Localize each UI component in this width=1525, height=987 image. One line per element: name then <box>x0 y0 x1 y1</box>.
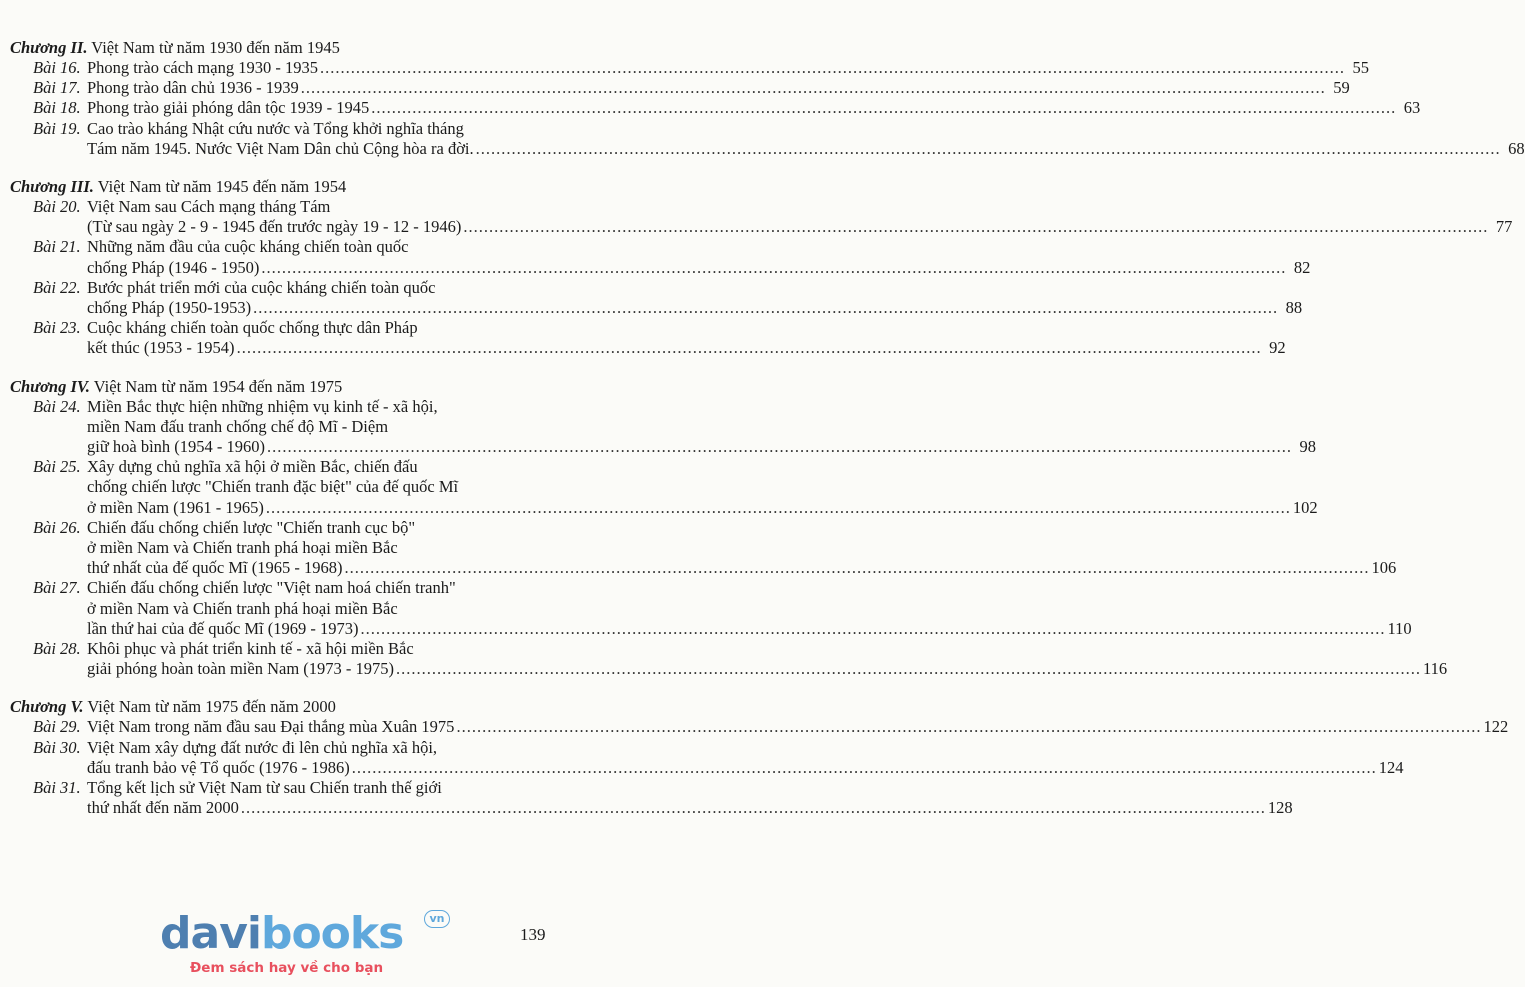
lesson-label: Bài 31. <box>33 778 81 798</box>
lesson-page-number: 55 <box>1352 58 1369 77</box>
dot-leader: ........................................................................................................................................................................................................ <box>236 338 1262 358</box>
lesson-title-last-line <box>87 257 1311 278</box>
dot-leader: ........................................................................................................................................................................................................ <box>463 217 1489 237</box>
dot-leader: ........................................................................................................................................................................................................ <box>371 98 1397 118</box>
lesson-title-line: Miền Bắc thực hiện những nhiệm vụ kinh tế - xã hội, <box>87 396 438 416</box>
lesson-page-number: 128 <box>1267 798 1293 818</box>
lesson-title-line: Cao trào kháng Nhật cứu nước và Tổng khởi nghĩa tháng <box>87 118 464 138</box>
lesson-page-number: 82 <box>1293 257 1311 277</box>
lesson-page-number: 88 <box>1285 298 1303 318</box>
logo-brand <box>160 908 403 960</box>
lesson-title-line: Xây dựng chủ nghĩa xã hội ở miền Bắc, chiến đấu <box>87 457 418 477</box>
chapter-heading <box>10 377 600 397</box>
lesson-title-line: Việt Nam sau Cách mạng tháng Tám <box>87 197 331 217</box>
lesson-entry <box>0 58 1369 78</box>
davibooks-logo <box>160 908 460 982</box>
lesson-label: Bài 27. <box>33 578 81 598</box>
lesson-entry <box>0 118 1525 159</box>
lesson-title-last-line <box>87 98 1421 118</box>
lesson-page-number: 106 <box>1371 558 1397 578</box>
lesson-page-number: 68 <box>1508 138 1525 158</box>
lesson-label: Bài 19. <box>33 118 81 138</box>
lesson-page-number: 116 <box>1423 659 1448 679</box>
lesson-title-line: giữ hoà bình (1954 - 1960) <box>87 437 266 457</box>
chapter-label: Chương V. <box>10 697 84 717</box>
lesson-entry <box>0 318 1286 358</box>
logo-brand-part2: books <box>260 908 404 959</box>
lesson-title-line: chống Pháp (1946 - 1950) <box>87 257 260 277</box>
dot-leader: ........................................................................................................................................................................................................ <box>265 497 1291 517</box>
chapter-heading <box>10 697 600 717</box>
lesson-page-number: 63 <box>1403 98 1421 118</box>
lesson-title-line: Tổng kết lịch sử Việt Nam từ sau Chiến tranh thế giới <box>87 778 442 798</box>
chapter-heading <box>10 38 600 58</box>
lesson-entry <box>0 778 1293 818</box>
lesson-page-number: 77 <box>1495 217 1513 237</box>
lesson-title-last-line <box>87 497 1318 518</box>
lesson-title-line: Phong trào giải phóng dân tộc 1939 - 1945 <box>87 98 370 118</box>
chapter-heading <box>10 177 600 197</box>
chapter-section <box>0 697 1509 818</box>
lesson-title-line: Việt Nam trong năm đầu sau Đại thắng mùa Xuân 1975 <box>87 717 455 737</box>
lesson-title-last-line <box>87 437 1317 457</box>
lesson-entry <box>0 457 1318 518</box>
lesson-entry <box>0 639 1448 679</box>
lesson-title-line: ở miền Nam và Chiến tranh phá hoại miền Bắc <box>87 538 398 558</box>
logo-tagline: Đem sách hay về cho bạn <box>190 960 384 976</box>
lesson-label: Bài 24. <box>33 396 81 416</box>
lesson-title-last-line <box>87 558 1397 578</box>
lesson-label: Bài 21. <box>33 237 81 257</box>
lesson-page-number: 59 <box>1333 78 1350 98</box>
lesson-title-line: Bước phát triển mới của cuộc kháng chiến toàn quốc <box>87 277 436 297</box>
lesson-title-last-line <box>87 659 1448 679</box>
lesson-label: Bài 28. <box>33 639 81 659</box>
lesson-page-number: 92 <box>1269 338 1286 358</box>
lesson-entry <box>0 197 1513 237</box>
lesson-title-last-line <box>87 798 1293 818</box>
lesson-title-line: Những năm đầu của cuộc kháng chiến toàn quốc <box>87 237 409 257</box>
lesson-title-line: giải phóng hoàn toàn miền Nam (1973 - 1975) <box>87 659 395 679</box>
lesson-entry <box>0 396 1317 458</box>
page-number: 139 <box>520 925 546 944</box>
chapter-label: Chương IV. <box>10 376 90 396</box>
lesson-page-number: 110 <box>1387 618 1412 638</box>
lesson-label: Bài 25. <box>33 457 81 477</box>
dot-leader: ........................................................................................................................................................................................................ <box>261 257 1287 277</box>
lesson-title-line: lần thứ hai của đế quốc Mĩ (1969 - 1973) <box>87 618 359 638</box>
chapter-title: Việt Nam từ năm 1954 đến năm 1975 <box>93 376 343 396</box>
dot-leader: ........................................................................................................................................................................................................ <box>240 798 1266 818</box>
logo-vn-badge: vn <box>424 910 450 928</box>
table-of-contents <box>0 38 1525 837</box>
lesson-label: Bài 18. <box>33 98 81 118</box>
dot-leader: ........................................................................................................................................................................................................ <box>253 298 1279 318</box>
lesson-page-number: 98 <box>1299 437 1317 457</box>
lesson-title-line: Phong trào dân chủ 1936 - 1939 <box>87 78 299 98</box>
lesson-page-number: 122 <box>1483 717 1509 737</box>
lesson-entry <box>0 578 1412 639</box>
lesson-title-line: chống chiến lược "Chiến tranh đặc biệt" của đế quốc Mĩ <box>87 477 459 497</box>
lesson-title-line: ở miền Nam (1961 - 1965) <box>87 497 264 517</box>
dot-leader: ........................................................................................................................................................................................................ <box>475 138 1501 158</box>
lesson-entry <box>0 277 1303 318</box>
dot-leader: ........................................................................................................................................................................................................ <box>351 757 1377 777</box>
lesson-title-line: thứ nhất của đế quốc Mĩ (1965 - 1968) <box>87 558 343 578</box>
chapter-title: Việt Nam từ năm 1945 đến năm 1954 <box>97 177 347 197</box>
lesson-title-line: đấu tranh bảo vệ Tổ quốc (1976 - 1986) <box>87 757 350 777</box>
lesson-title-line: kết thúc (1953 - 1954) <box>87 338 235 358</box>
lesson-title-line: ở miền Nam và Chiến tranh phá hoại miền Bắc <box>87 598 398 618</box>
lesson-label: Bài 20. <box>33 197 81 217</box>
lesson-title-line: thứ nhất đến năm 2000 <box>87 798 239 818</box>
lesson-label: Bài 22. <box>33 277 81 297</box>
chapter-section <box>0 177 1513 359</box>
lesson-title-last-line <box>87 58 1369 78</box>
lesson-page-number: 124 <box>1378 757 1404 777</box>
lesson-entry <box>0 98 1421 118</box>
lesson-entry <box>0 517 1397 579</box>
lesson-title-line: Cuộc kháng chiến toàn quốc chống thực dân Pháp <box>87 318 418 338</box>
logo-brand-part1: davi <box>160 908 261 959</box>
lesson-title-line: Khôi phục và phát triển kinh tế - xã hội miền Bắc <box>87 639 414 659</box>
dot-leader: ........................................................................................................................................................................................................ <box>344 558 1370 578</box>
lesson-title-last-line <box>87 138 1525 159</box>
lesson-label: Bài 30. <box>33 737 81 757</box>
lesson-title-line: (Từ sau ngày 2 - 9 - 1945 đến trước ngày 19 - 12 - 1946) <box>87 217 462 237</box>
lesson-label: Bài 29. <box>33 717 81 737</box>
chapter-title: Việt Nam từ năm 1975 đến năm 2000 <box>87 697 336 717</box>
lesson-title-last-line <box>87 757 1404 778</box>
lesson-title-last-line <box>87 717 1509 737</box>
lesson-title-line: miền Nam đấu tranh chống chế độ Mĩ - Diệm <box>87 416 389 436</box>
dot-leader: ........................................................................................................................................................................................................ <box>267 437 1293 457</box>
lesson-entry <box>0 78 1350 98</box>
lesson-page-number: 102 <box>1292 497 1318 517</box>
dot-leader: ........................................................................................................................................................................................................ <box>396 659 1422 679</box>
lesson-label: Bài 26. <box>33 517 81 537</box>
lesson-title-last-line <box>87 298 1303 318</box>
lesson-title-line: Chiến đấu chống chiến lược "Chiến tranh cục bộ" <box>87 517 416 537</box>
lesson-title-last-line <box>87 78 1350 98</box>
chapter-section <box>0 376 1448 680</box>
lesson-label: Bài 17. <box>33 78 81 98</box>
dot-leader: ........................................................................................................................................................................................................ <box>300 78 1326 98</box>
lesson-label: Bài 16. <box>33 58 81 77</box>
lesson-entry <box>0 237 1311 277</box>
lesson-title-line: Tám năm 1945. Nước Việt Nam Dân chủ Cộng hòa ra đời. <box>87 138 474 158</box>
dot-leader: ........................................................................................................................................................................................................ <box>319 58 1345 77</box>
chapter-section <box>0 38 1525 159</box>
lesson-entry <box>0 737 1404 778</box>
lesson-title-line: Chiến đấu chống chiến lược "Việt nam hoá chiến tranh" <box>87 578 456 598</box>
dot-leader: ........................................................................................................................................................................................................ <box>456 717 1482 737</box>
lesson-entry <box>0 717 1509 737</box>
lesson-title-line: Phong trào cách mạng 1930 - 1935 <box>87 58 318 77</box>
chapter-title: Việt Nam từ năm 1930 đến năm 1945 <box>91 38 340 57</box>
lesson-label: Bài 23. <box>33 318 81 338</box>
lesson-title-line: chống Pháp (1950-1953) <box>87 298 252 318</box>
chapter-label: Chương III. <box>10 177 94 197</box>
lesson-title-line: Việt Nam xây dựng đất nước đi lên chủ nghĩa xã hội, <box>87 737 438 757</box>
chapter-label: Chương II. <box>10 38 88 57</box>
lesson-title-last-line <box>87 338 1286 358</box>
dot-leader: ........................................................................................................................................................................................................ <box>360 618 1386 638</box>
lesson-title-last-line <box>87 217 1513 237</box>
lesson-title-last-line <box>87 618 1412 639</box>
